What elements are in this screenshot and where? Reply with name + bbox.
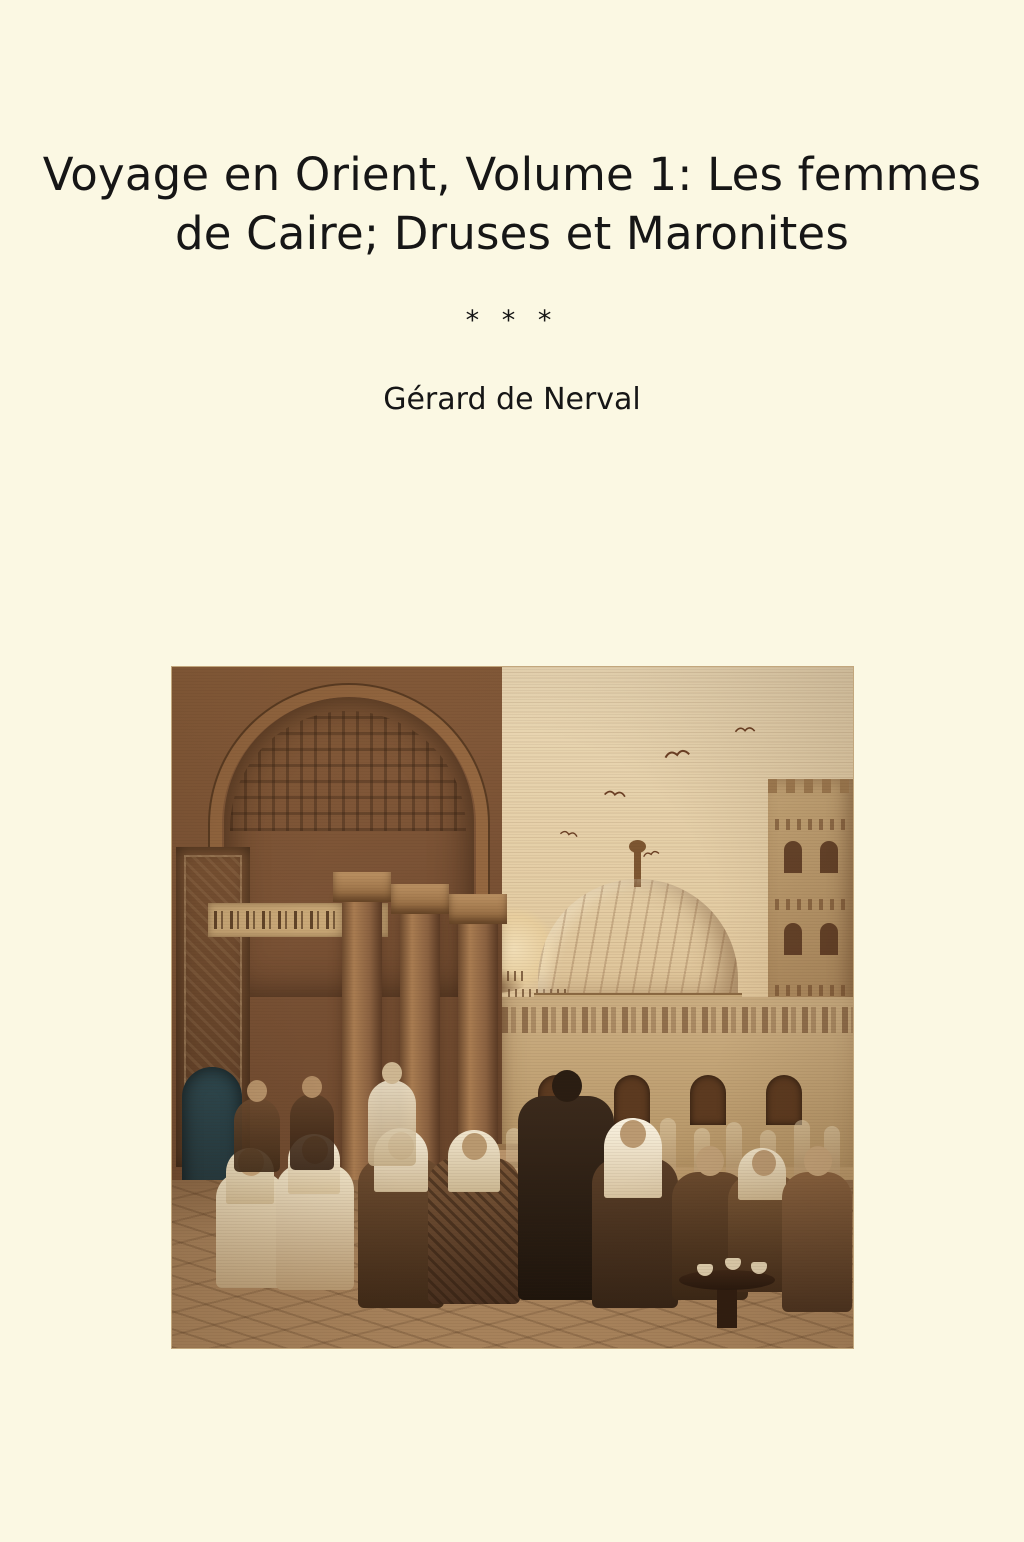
- cover-illustration: [171, 666, 854, 1349]
- table-pedestal: [717, 1284, 737, 1328]
- woven-basket: [268, 1260, 342, 1300]
- dome-ribs: [538, 879, 738, 1004]
- background-figure: [290, 1072, 334, 1170]
- bird-icon: [734, 724, 755, 735]
- wall-frieze: [502, 1007, 854, 1033]
- title-separator: * * *: [465, 305, 559, 336]
- cover-illustration-container: [0, 666, 1024, 1349]
- background-figure: [234, 1076, 280, 1172]
- standing-man-figure: [782, 1132, 852, 1312]
- author-name: Gérard de Nerval: [383, 382, 641, 417]
- woman-with-patterned-dress-figure: [428, 1108, 520, 1304]
- seated-woman-white-veil-figure: [592, 1100, 678, 1308]
- tower-crenellation: [768, 779, 854, 793]
- bird-icon: [603, 787, 626, 800]
- background-veiled-figure: [368, 1056, 416, 1166]
- page-title: Voyage en Orient, Volume 1: Les femmes de Caire; Druses et Maronites: [42, 148, 982, 260]
